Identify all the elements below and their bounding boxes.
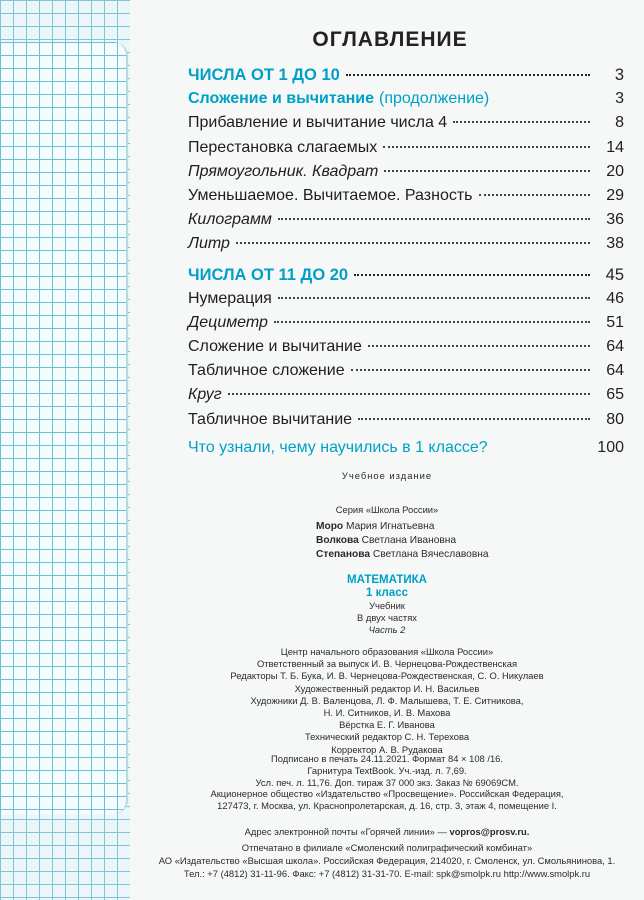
toc-item[interactable]: Килограмм 36: [188, 211, 624, 229]
toc-item[interactable]: Сложение и вычитание 64: [188, 338, 624, 356]
toc-item[interactable]: Прибавление и вычитание числа 4 8: [188, 114, 624, 132]
hotline-email[interactable]: vopros@prosv.ru.: [449, 826, 530, 837]
toc-subsection[interactable]: Сложение и вычитание (продолжение) 3: [188, 90, 624, 108]
authors-list: Моро Мария Игнатьевна Волкова Светлана Ивановна Степанова Светлана Вячеславовна: [316, 521, 489, 560]
toc-section[interactable]: ЧИСЛА ОТ 11 ДО 20 45: [188, 265, 624, 284]
graph-paper-panel: [0, 42, 128, 814]
toc-item[interactable]: Дециметр 51: [188, 313, 624, 331]
toc-final-item[interactable]: Что узнали, чему научились в 1 классе? 100: [188, 438, 624, 456]
hotline: Адрес электронной почты «Горячей линии» — vopros@prosv.ru.: [244, 826, 530, 837]
toc-title: ОГЛАВЛЕНИЕ: [312, 28, 468, 51]
edition-label: Учебное издание: [341, 470, 433, 481]
toc-item[interactable]: Нумерация 46: [188, 289, 624, 307]
publisher-info: Акционерное общество «Издательство «Просвещение». Российская Федерация, 127473, г. Москва, ул. Краснопролетарская, д. 16, стр. 3, этаж 4, помещение I.: [210, 788, 564, 812]
toc-item[interactable]: Перестановка слагаемых 14: [188, 138, 624, 156]
book-info: Учебник В двух частях Часть 2: [357, 600, 417, 636]
toc-item[interactable]: Табличное сложение 64: [188, 362, 624, 380]
print-info: Подписано в печать 24.11.2021. Формат 84 × 108 /16. Гарнитура TextBook. Уч.-изд. л. 7,69. Усл. печ. л. 11,76. Доп. тираж 37 000 экз. Заказ № 69069СМ.: [255, 753, 519, 789]
subject-title: МАТЕМАТИКА 1 класс: [347, 574, 427, 599]
toc-section[interactable]: ЧИСЛА ОТ 1 ДО 10 3: [188, 66, 624, 84]
printer-info: Отпечатано в филиале «Смоленский полиграфический комбинат» АО «Издательство «Высшая школа». Российская Федерация, 214020, г. Смоленск, ул. Смольянинова, 1. Тел.: +7 (4812) 31-11-96. Факс: +7 (4812) 31-31-70. E-mail: spk@smolpk.ru http://www.smolpk.ru: [158, 842, 616, 879]
credits: Центр начального образования «Школа России» Ответственный за выпуск И. В. Чернецова-Рождественская Редакторы Т. Б. Бука, И. В. Чернецова-Рождественская, С. О. Никулаев Художественный редактор И. Н. Васильев Художники Д. В. Валенцова, Л. Ф. Малышева, Т. Е. Ситникова, Н. И. Ситников, И. В. Махова Вёрстка Е. Г. Иванова Технический редактор С. Н. Терехова Корректор А. В. Рудакова: [230, 646, 544, 755]
toc-item[interactable]: Уменьшаемое. Вычитаемое. Разность 29: [188, 186, 624, 204]
toc-item[interactable]: Круг 65: [188, 386, 624, 404]
table-of-contents: [188, 66, 624, 463]
series-label: Серия «Школа России»: [335, 504, 439, 515]
toc-item[interactable]: Прямоугольник. Квадрат 20: [188, 162, 624, 180]
toc-item[interactable]: Литр 38: [188, 235, 624, 253]
toc-item[interactable]: Табличное вычитание 80: [188, 410, 624, 428]
